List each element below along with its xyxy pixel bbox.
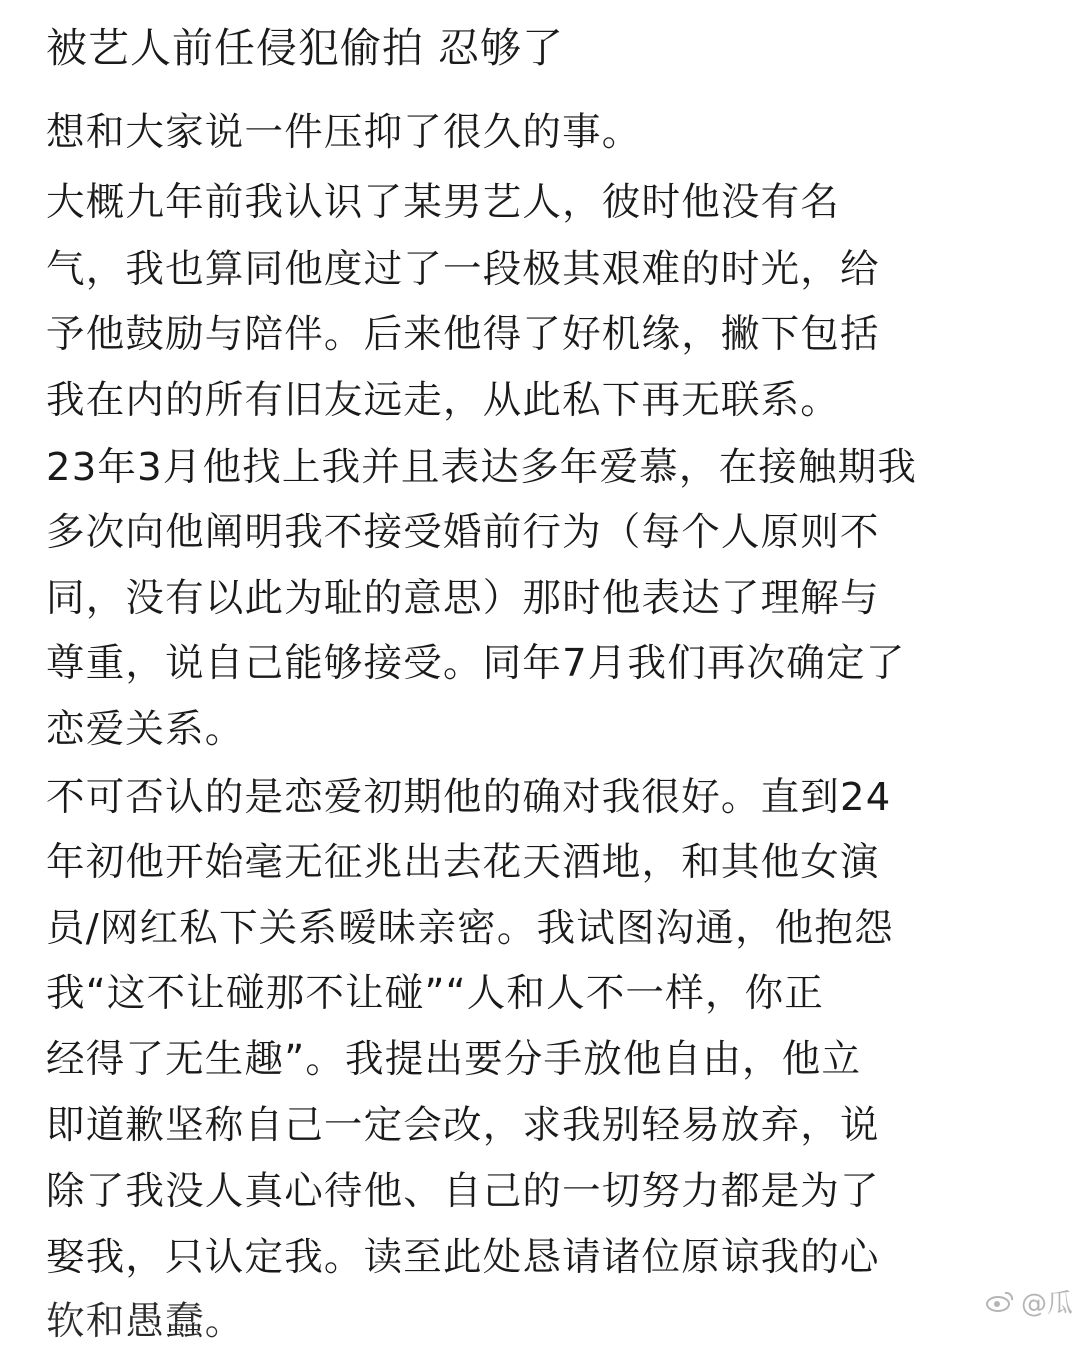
post-line: 我“这不让碰那不让碰”“人和人不一样，你正 — [46, 971, 825, 1016]
post-line: 予他鼓励与陪伴。后来他得了好机缘，撇下包括 — [46, 312, 880, 357]
post-line: 即道歉坚称自己一定会改，求我别轻易放弃，说 — [46, 1103, 880, 1148]
post-line: 除了我没人真心待他、自己的一切努力都是为了 — [46, 1169, 880, 1214]
post-line: 想和大家说一件压抑了很久的事。 — [46, 110, 642, 155]
post-line: 气，我也算同他度过了一段极其艰难的时光，给 — [46, 247, 880, 292]
post-line: 23年3月他找上我并且表达多年爱慕，在接触期我 — [46, 445, 918, 490]
weibo-logo-icon — [985, 1289, 1015, 1313]
watermark — [985, 1284, 1073, 1318]
post-line: 不可否认的是恋爱初期他的确对我很好。直到24 — [46, 775, 892, 820]
post-line: 多次向他阐明我不接受婚前行为（每个人原则不 — [46, 510, 880, 555]
post-line: 大概九年前我认识了某男艺人，彼时他没有名 — [46, 180, 841, 225]
post-line: 同，没有以此为耻的意思）那时他表达了理解与 — [46, 576, 880, 621]
post-title: 被艺人前任侵犯偷拍 忍够了 — [46, 24, 565, 72]
post-line: 娶我，只认定我。读至此处恳请诸位原谅我的心 — [46, 1235, 880, 1280]
post-line: 软和愚蠢。 — [46, 1299, 245, 1344]
post-line: 经得了无生趣”。我提出要分手放他自由，他立 — [46, 1037, 862, 1082]
post-line: 恋爱关系。 — [46, 707, 245, 752]
post-line: 年初他开始毫无征兆出去花天酒地，和其他女演 — [46, 840, 880, 885]
post-line: 员/网红私下关系暧昧亲密。我试图沟通，他抱怨 — [46, 906, 894, 951]
post-line: 尊重，说自己能够接受。同年7月我们再次确定了 — [46, 641, 906, 686]
watermark-text: @瓜 — [1020, 1288, 1073, 1319]
post-line: 我在内的所有旧友远走，从此私下再无联系。 — [46, 378, 841, 423]
